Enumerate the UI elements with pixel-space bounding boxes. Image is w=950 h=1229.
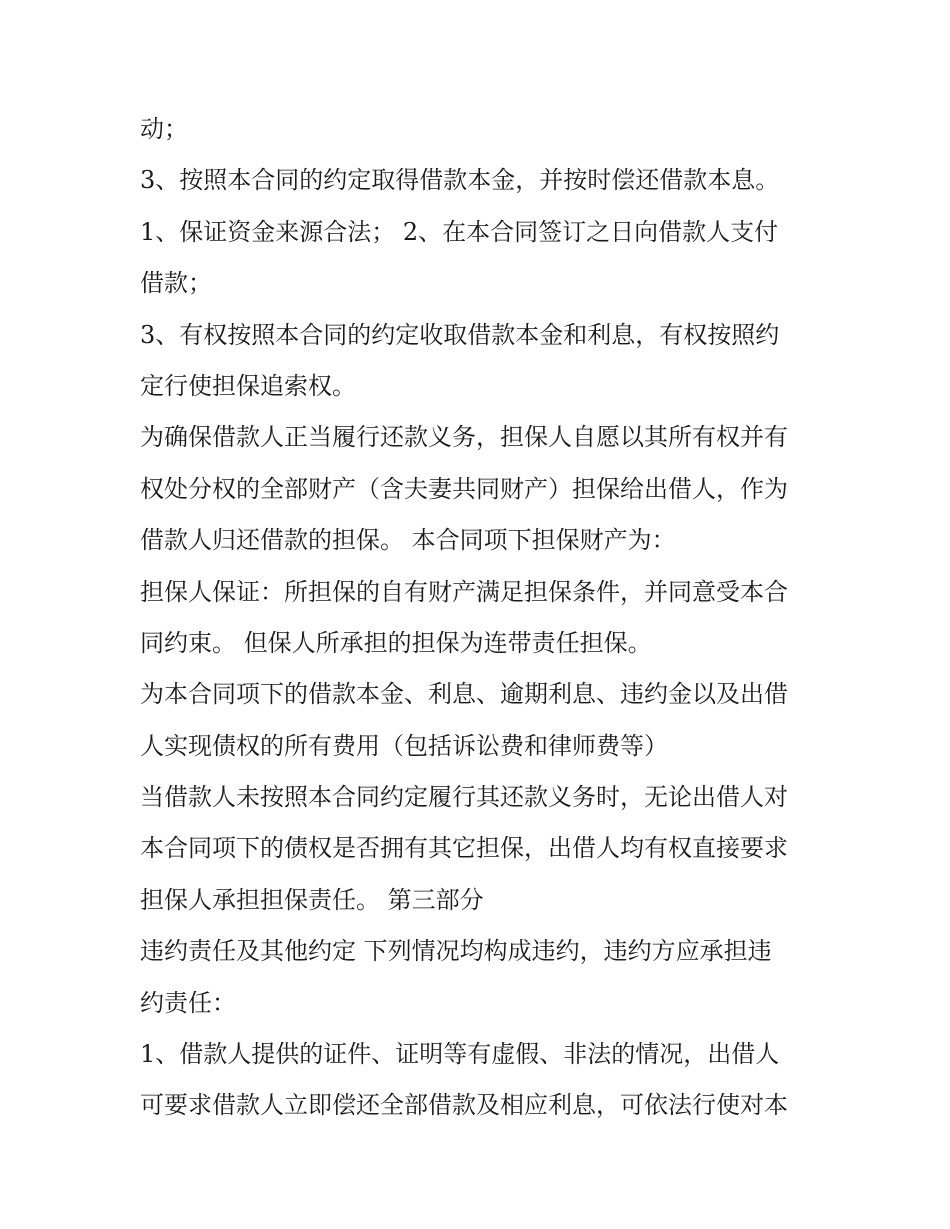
text-line: 担保人保证：所担保的自有财产满足担保条件，并同意受本合 xyxy=(140,577,788,606)
text-line: 同约束。 但保人所承担的担保为连带责任担保。 xyxy=(140,628,652,657)
text-line: 3、按照本合同的约定取得借款本金，并按时偿还借款本息。 xyxy=(140,166,780,195)
text-line: 定行使担保追索权。 xyxy=(140,371,356,400)
text-line: 本合同项下的债权是否拥有其它担保，出借人均有权直接要求 xyxy=(140,834,788,863)
text-line: 借款人归还借款的担保。 本合同项下担保财产为： xyxy=(140,526,676,555)
text-line: 违约责任及其他约定 下列情况均构成违约，违约方应承担违 xyxy=(140,937,772,966)
text-line: 当借款人未按照本合同约定履行其还款义务时，无论出借人对 xyxy=(140,783,788,812)
text-line: 权处分权的全部财产（含夫妻共同财产）担保给出借人，作为 xyxy=(140,474,788,503)
text-line: 3、有权按照本合同的约定收取借款本金和利息，有权按照约 xyxy=(140,320,780,349)
document-body xyxy=(140,104,830,1132)
text-line: 人实现债权的所有费用（包括诉讼费和律师费等） xyxy=(140,731,668,760)
text-line: 1、保证资金来源合法； 2、在本合同签订之日向借款人支付 xyxy=(140,217,779,246)
text-line: 约责任： xyxy=(140,988,236,1017)
text-line: 可要求借款人立即偿还全部借款及相应利息，可依法行使对本 xyxy=(140,1091,788,1120)
text-line: 动； xyxy=(140,115,188,143)
text-line: 为本合同项下的借款本金、利息、逾期利息、违约金以及出借 xyxy=(140,680,788,709)
text-line: 为确保借款人正当履行还款义务，担保人自愿以其所有权并有 xyxy=(140,423,788,452)
text-line: 借款； xyxy=(140,269,212,298)
text-line: 1、借款人提供的证件、证明等有虚假、非法的情况，出借人 xyxy=(140,1040,780,1069)
text-line: 担保人承担担保责任。 第三部分 xyxy=(140,885,484,914)
